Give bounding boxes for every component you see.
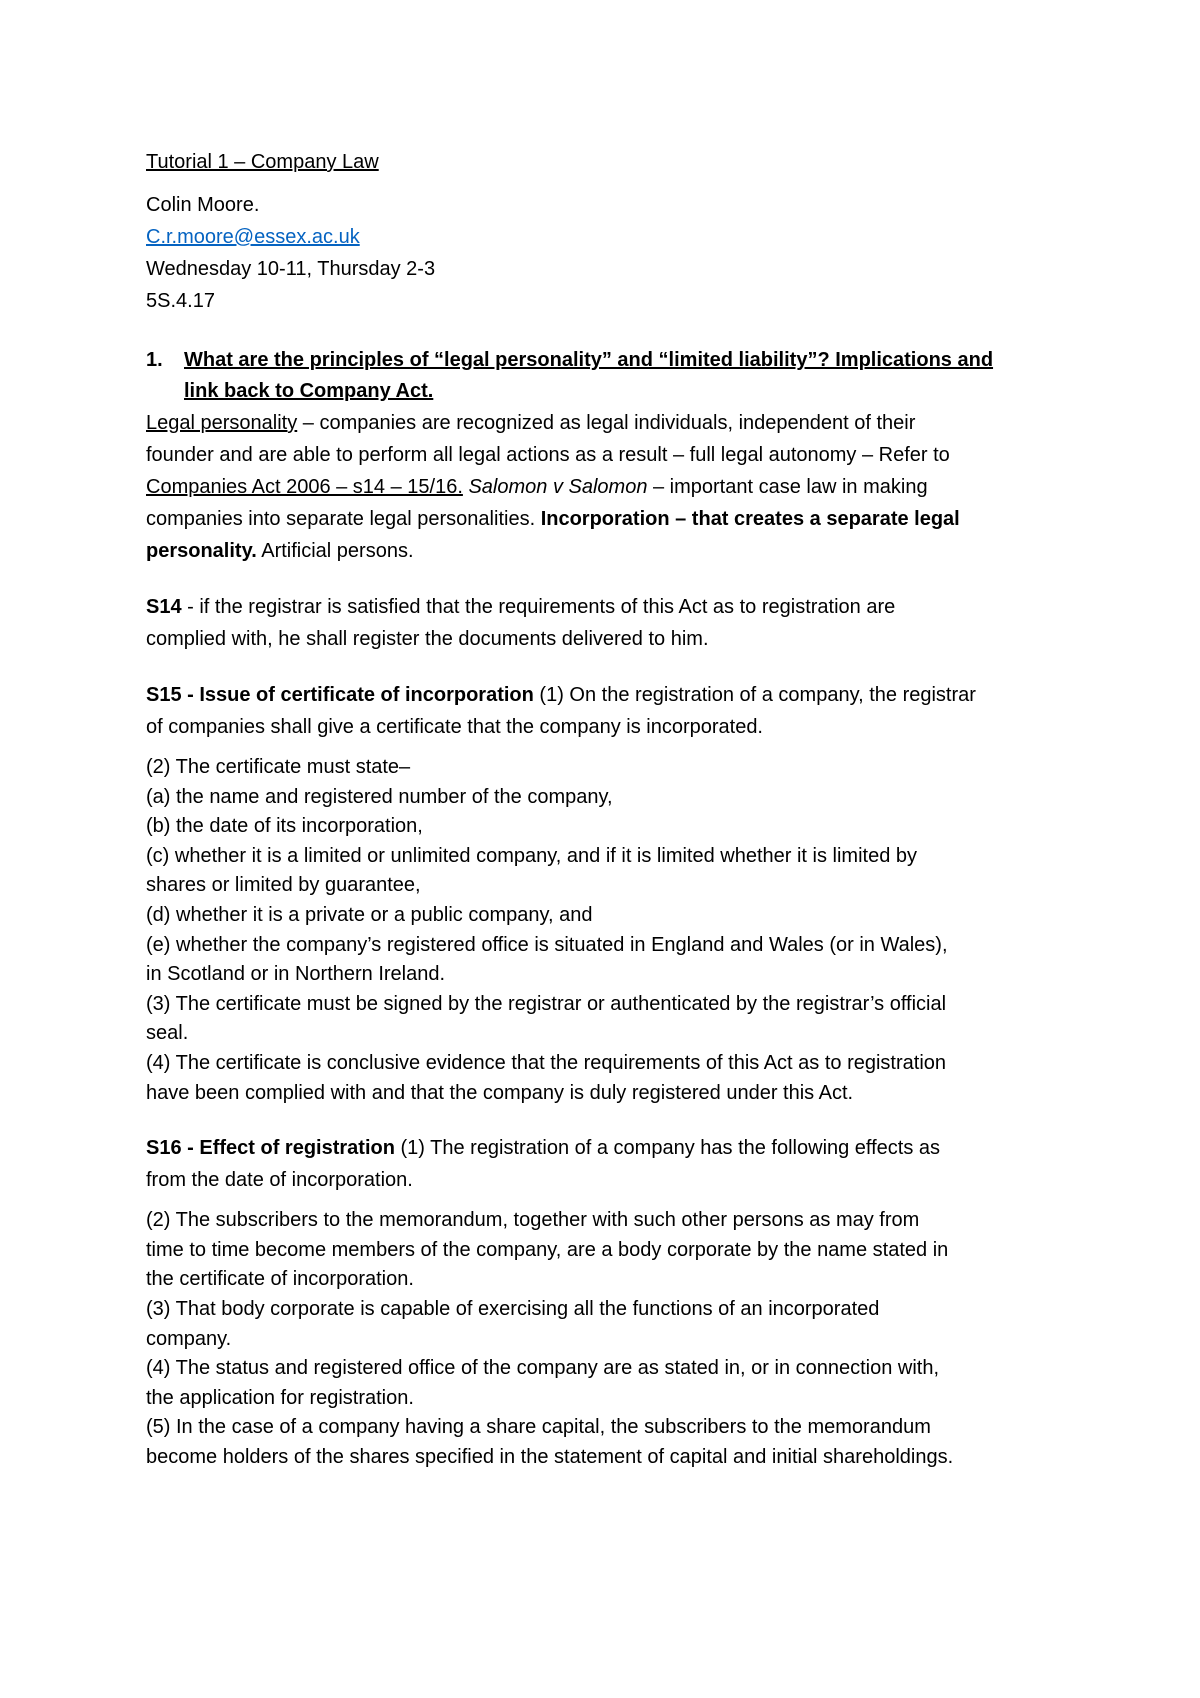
contact-email-link[interactable]: C.r.moore@essex.ac.uk bbox=[146, 226, 360, 248]
list-item: (2) The subscribers to the memorandum, together with such other persons as may from bbox=[146, 1209, 920, 1232]
question-number: 1. bbox=[146, 349, 163, 371]
intro-line-2: founder and are able to perform all legal actions as a result – full legal autonomy – Refer to bbox=[146, 444, 950, 466]
s14-heading: S14 bbox=[146, 596, 182, 618]
list-item: (b) the date of its incorporation, bbox=[146, 815, 423, 838]
s15-heading: S15 - Issue of certificate of incorporation bbox=[146, 684, 534, 706]
question-1 bbox=[146, 345, 1076, 407]
list-item: (3) That body corporate is capable of exercising all the functions of an incorporated bbox=[146, 1297, 880, 1320]
intro-paragraph bbox=[146, 407, 1076, 567]
list-item: the certificate of incorporation. bbox=[146, 1268, 414, 1291]
list-item: shares or limited by guarantee, bbox=[146, 874, 421, 897]
section-s15 bbox=[146, 679, 1076, 743]
intro-line-4-text: companies into separate legal personalities. bbox=[146, 508, 541, 530]
contact-name: Colin Moore. bbox=[146, 194, 260, 216]
question-line-1: What are the principles of “legal personality” and “limited liability”? Implications and bbox=[184, 349, 994, 371]
list-item: (3) The certificate must be signed by the registrar or authenticated by the registrar’s official bbox=[146, 992, 947, 1015]
legal-personality-term: Legal personality bbox=[146, 412, 298, 434]
s14-line-2: complied with, he shall register the documents delivered to him. bbox=[146, 628, 709, 650]
list-item: (4) The certificate is conclusive evidence that the requirements of this Act as to registration bbox=[146, 1051, 947, 1074]
contact-block bbox=[146, 189, 1076, 317]
list-item: (c) whether it is a limited or unlimited company, and if it is limited whether it is limited by bbox=[146, 844, 918, 867]
list-item: have been complied with and that the company is duly registered under this Act. bbox=[146, 1081, 854, 1104]
case-name: Salomon v Salomon bbox=[468, 476, 648, 498]
s16-line-2: from the date of incorporation. bbox=[146, 1169, 413, 1192]
intro-line-1-text: – companies are recognized as legal individuals, independent of their bbox=[297, 412, 916, 434]
s15-line-1-text: (1) On the registration of a company, the registrar bbox=[533, 684, 976, 706]
list-item: (d) whether it is a private or a public company, and bbox=[146, 903, 593, 926]
list-item: in Scotland or in Northern Ireland. bbox=[146, 963, 446, 986]
s15-list bbox=[146, 753, 1076, 1108]
section-s14 bbox=[146, 591, 1076, 655]
list-item: (2) The certificate must state– bbox=[146, 756, 411, 778]
s16-heading: S16 - Effect of registration bbox=[146, 1137, 395, 1160]
office-hours: Wednesday 10-11, Thursday 2-3 bbox=[146, 258, 436, 280]
s15-line-2: of companies shall give a certificate that the company is incorporated. bbox=[146, 716, 763, 738]
s16-line-1-text: (1) The registration of a company has the following effects as bbox=[394, 1137, 941, 1160]
list-item: seal. bbox=[146, 1022, 189, 1045]
list-item: company. bbox=[146, 1327, 232, 1350]
list-item: time to time become members of the company, are a body corporate by the name stated in bbox=[146, 1238, 949, 1261]
incorporation-emphasis: Incorporation – that creates a separate legal bbox=[540, 508, 960, 530]
companies-act-reference: Companies Act 2006 – s14 – 15/16. bbox=[146, 476, 463, 498]
intro-line-3-text: – important case law in making bbox=[647, 476, 928, 498]
s16-list bbox=[146, 1206, 1076, 1472]
list-item: (e) whether the company’s registered office is situated in England and Wales (or in Wales), bbox=[146, 933, 948, 956]
list-item: become holders of the shares specified in the statement of capital and initial shareholdings. bbox=[146, 1445, 954, 1468]
document-title: Tutorial 1 – Company Law bbox=[146, 151, 379, 173]
list-item: (5) In the case of a company having a share capital, the subscribers to the memorandum bbox=[146, 1416, 931, 1439]
list-item: (a) the name and registered number of the company, bbox=[146, 785, 613, 808]
office-room: 5S.4.17 bbox=[146, 290, 215, 312]
question-line-2: link back to Company Act. bbox=[184, 380, 434, 402]
list-item: (4) The status and registered office of the company are as stated in, or in connection with, bbox=[146, 1357, 940, 1380]
document-page bbox=[146, 148, 1076, 1472]
list-item: the application for registration. bbox=[146, 1386, 414, 1409]
personality-emphasis: personality. bbox=[146, 540, 257, 562]
s14-line-1-text: - if the registrar is satisfied that the requirements of this Act as to registration are bbox=[181, 596, 896, 618]
section-s16 bbox=[146, 1132, 1076, 1196]
intro-line-5-text: Artificial persons. bbox=[256, 540, 414, 562]
